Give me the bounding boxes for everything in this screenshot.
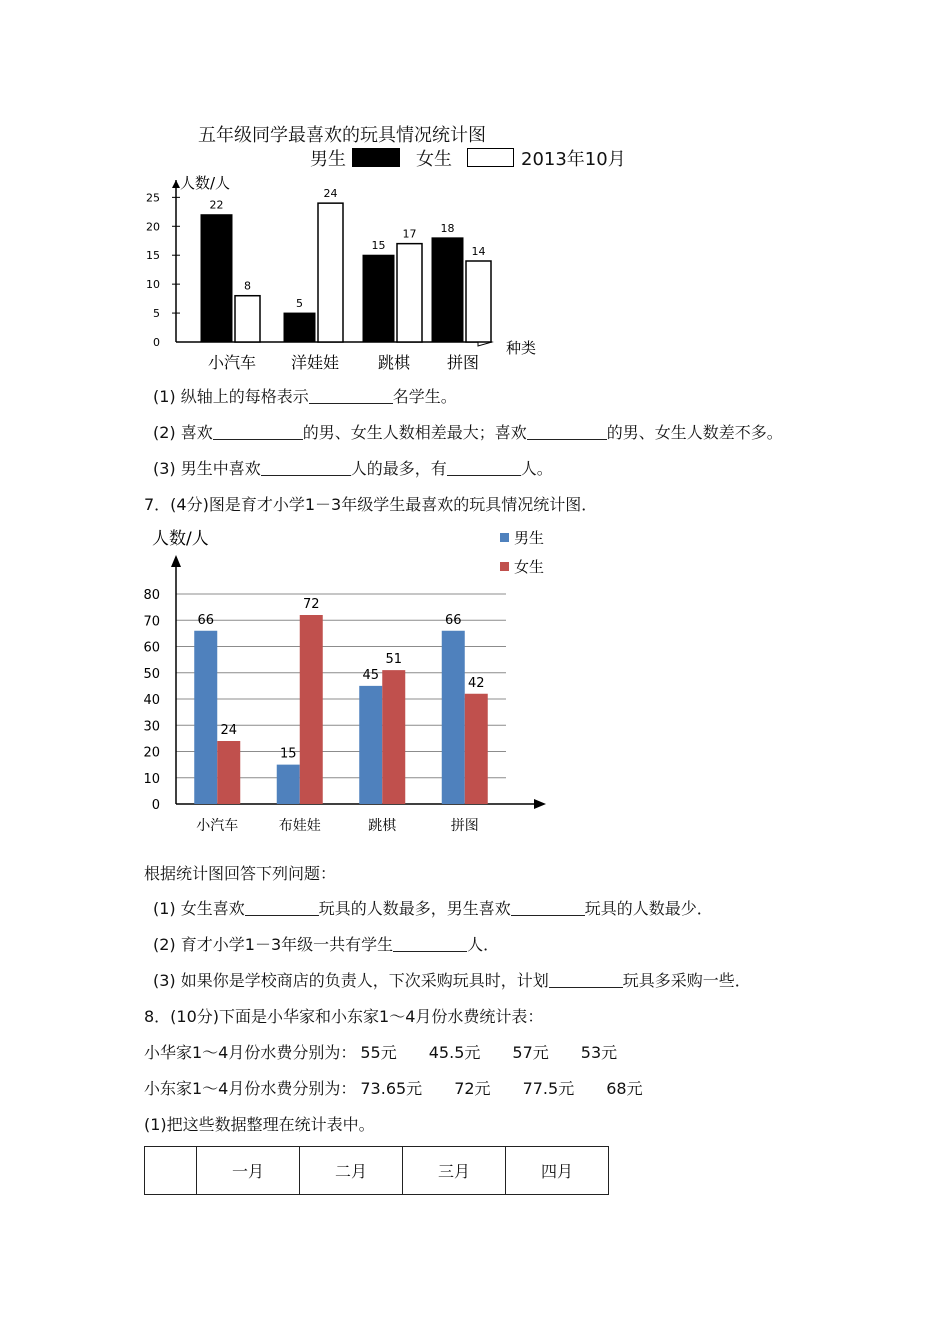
chart1-bar-boy	[201, 215, 232, 342]
q6-s2-pre: 喜欢	[180, 423, 213, 442]
q6-line-3	[153, 459, 553, 479]
chart1-y-tick-label: 5	[153, 307, 160, 321]
chart2-legend-girl-label: 女生	[514, 558, 545, 576]
q7-prompt: 根据统计图回答下列问题：	[144, 864, 337, 883]
chart2-legend-girl-swatch	[500, 562, 509, 571]
chart2-data-label: 66	[444, 612, 462, 628]
chart2-legend-boy-swatch	[500, 533, 509, 542]
chart1-bar-girl	[318, 203, 343, 342]
chart1-data-label: 18	[440, 221, 455, 235]
chart2-bar-boy	[194, 631, 217, 804]
fee-value: 68元	[606, 1079, 643, 1098]
chart2-y-tick-label: 70	[143, 614, 160, 630]
answer-blank[interactable]	[447, 459, 521, 476]
q7-s1-label: (1)	[153, 899, 176, 918]
q6-s3-pre: 男生中喜欢	[180, 459, 261, 478]
answer-blank[interactable]	[245, 899, 319, 916]
answer-blank[interactable]	[309, 387, 393, 404]
chart2-y-axis-arrow	[171, 555, 181, 567]
q7-s1-mid: 玩具的人数最多，男生喜欢	[318, 899, 511, 918]
chart1-bar-girl	[235, 296, 260, 342]
table-header-cell: 一月	[197, 1147, 300, 1195]
q8-xiaohua-label: 小华家1～4月份水费分别为：	[144, 1043, 357, 1062]
q7-line-3	[153, 971, 751, 991]
chart2-category-label: 小汽车	[196, 818, 239, 834]
q7-s2-label: (2)	[153, 935, 176, 954]
fee-value: 73.65元	[360, 1079, 423, 1098]
chart2-y-tick-label: 20	[143, 745, 160, 761]
answer-blank[interactable]	[527, 423, 607, 440]
chart1-data-label: 8	[244, 279, 251, 293]
q6-s3-post: 人。	[520, 459, 553, 478]
chart2-y-tick-label: 60	[143, 640, 160, 656]
chart2-y-tick-label: 30	[143, 719, 160, 735]
chart2-data-label: 15	[279, 746, 297, 762]
table-header-cell: 四月	[506, 1147, 609, 1195]
chart2-y-tick-label: 0	[151, 798, 160, 813]
fee-value: 53元	[580, 1043, 618, 1062]
chart1-date: 2013年10月	[521, 149, 626, 170]
chart2-bar-boy	[277, 765, 300, 804]
chart1-y-tick-label: 0	[153, 336, 160, 349]
chart1-y-tick-label: 20	[146, 220, 160, 234]
chart1-bar-boy	[363, 255, 394, 342]
chart1-y-tick-label: 15	[146, 249, 160, 263]
chart1-data-label: 5	[296, 297, 303, 311]
chart1-bar-girl	[397, 244, 422, 342]
q6-s2-post: 的男、女生人数差不多。	[606, 423, 783, 442]
chart2-category-label: 跳棋	[368, 818, 397, 834]
q6-s3-mid: 人的最多，有	[350, 459, 447, 478]
chart2-bar-girl	[465, 694, 488, 804]
chart1-data-label: 22	[209, 198, 224, 212]
chart1-ylabel: 人数/人	[180, 174, 231, 192]
q7-s2-pre: 育才小学1－3年级一共有学生	[180, 935, 394, 954]
q8-xiaohua-row	[144, 1043, 617, 1063]
chart2-data-label: 42	[467, 675, 485, 691]
q8-task: (1)把这些数据整理在统计表中。	[144, 1115, 375, 1134]
chart1-data-label: 14	[471, 245, 486, 258]
chart2-bar-girl	[382, 670, 405, 804]
chart1-legend-girl-label: 女生	[416, 149, 452, 170]
q7-line-2	[153, 935, 499, 955]
fee-value: 45.5元	[428, 1043, 481, 1062]
chart1-legend-girl-swatch	[467, 148, 514, 167]
answer-blank[interactable]	[511, 899, 585, 916]
fee-value: 55元	[360, 1043, 397, 1062]
answer-blank[interactable]	[261, 459, 351, 476]
q7-s2-post: 人．	[467, 935, 500, 954]
q7-line-1	[153, 899, 713, 919]
chart1-legend-boy-label: 男生	[310, 149, 346, 170]
answer-blank[interactable]	[213, 423, 303, 440]
chart2-ylabel: 人数/人	[152, 529, 209, 549]
chart2-category-label: 布娃娃	[278, 818, 321, 834]
chart1-y-tick-label: 10	[146, 278, 160, 292]
chart1-bar-boy	[284, 313, 315, 342]
q8-xiaodong-label: 小东家1～4月份水费分别为：	[144, 1079, 357, 1098]
q7-s3-post: 玩具多采购一些．	[622, 971, 751, 990]
chart2-bar-boy	[359, 686, 382, 804]
q6-s3-label: (3)	[153, 459, 176, 478]
chart1-xlabel: 种类	[506, 339, 537, 357]
q8-header: 8．(10分)下面是小华家和小东家1～4月份水费统计表：	[144, 1007, 544, 1026]
q7-s3-label: (3)	[153, 971, 176, 990]
table-header-cell	[145, 1147, 197, 1195]
q6-s2-mid: 的男、女生人数相差最大；喜欢	[302, 423, 527, 442]
chart1	[140, 172, 560, 377]
chart2-data-label: 24	[220, 723, 238, 738]
chart1-category-label: 小汽车	[207, 353, 257, 372]
chart1-legend-boy-swatch	[352, 148, 400, 167]
chart1-bar-boy	[432, 238, 463, 342]
table-header-cell: 三月	[403, 1147, 506, 1195]
chart1-data-label: 17	[402, 227, 417, 241]
chart1-data-label: 15	[371, 239, 386, 253]
chart2	[140, 525, 560, 840]
chart2-bar-girl	[217, 741, 240, 804]
chart1-title: 五年级同学最喜欢的玩具情况统计图	[198, 125, 486, 146]
q7-s1-pre: 女生喜欢	[180, 899, 245, 918]
answer-blank[interactable]	[549, 971, 623, 988]
chart2-data-label: 66	[197, 612, 215, 628]
answer-blank[interactable]	[393, 935, 467, 952]
q6-s1-pre: 纵轴上的每格表示	[180, 387, 309, 406]
chart1-category-label: 拼图	[446, 353, 480, 372]
chart1-y-axis-arrow	[172, 180, 180, 188]
chart2-data-label: 72	[302, 597, 320, 612]
chart2-y-tick-label: 10	[143, 771, 160, 787]
table-row	[145, 1147, 609, 1195]
chart2-data-label: 51	[385, 652, 403, 668]
q6-s2-label: (2)	[153, 423, 176, 442]
fee-value: 72元	[454, 1079, 491, 1098]
q6-s1-post: 名学生。	[392, 387, 457, 406]
table-header-cell: 二月	[300, 1147, 403, 1195]
chart2-bar-boy	[442, 631, 465, 804]
chart2-data-label: 45	[362, 667, 380, 683]
q6-s1-label: (1)	[153, 387, 176, 406]
chart2-x-axis-arrow	[534, 799, 546, 809]
chart1-category-label: 跳棋	[377, 353, 411, 372]
fee-value: 77.5元	[522, 1079, 575, 1098]
fee-value: 57元	[512, 1043, 549, 1062]
chart1-bar-girl	[466, 261, 491, 342]
q7-s3-pre: 如果你是学校商店的负责人，下次采购玩具时，计划	[180, 971, 549, 990]
q7-s1-post: 玩具的人数最少．	[584, 899, 713, 918]
q6-line-2	[153, 423, 783, 443]
q8-xiaodong-row	[144, 1079, 643, 1099]
q7-header: 7．(4分)图是育才小学1－3年级学生最喜欢的玩具情况统计图．	[144, 495, 598, 514]
chart2-legend-boy-label: 男生	[514, 529, 545, 547]
chart2-y-tick-label: 40	[143, 693, 160, 708]
fee-table	[144, 1146, 609, 1195]
chart2-category-label: 拼图	[450, 818, 479, 834]
chart2-y-tick-label: 50	[143, 666, 160, 682]
chart2-bar-girl	[300, 615, 323, 804]
q6-line-1	[153, 387, 457, 407]
chart2-y-tick-label: 80	[143, 588, 160, 603]
chart1-category-label: 洋娃娃	[290, 353, 340, 372]
chart1-data-label: 24	[323, 187, 338, 201]
chart1-y-tick-label: 25	[146, 191, 160, 205]
